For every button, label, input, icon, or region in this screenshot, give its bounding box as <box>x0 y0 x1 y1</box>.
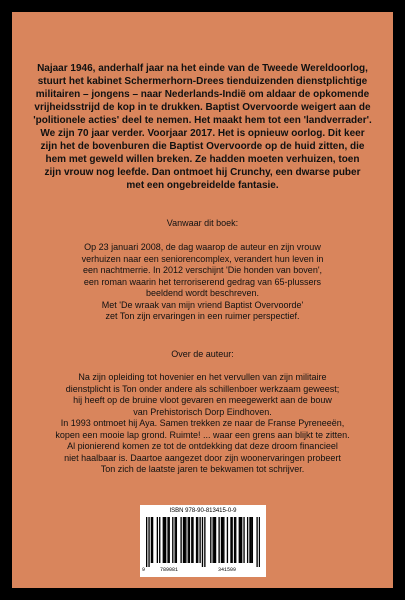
barcode-bar <box>191 517 192 563</box>
barcode-bar <box>167 517 168 563</box>
blurb-text <box>30 62 375 192</box>
barcode-bar <box>157 517 158 563</box>
barcode-bar <box>210 517 211 563</box>
barcode-bar <box>199 517 200 563</box>
blurb-line: militairen – jongens – naar Nederlands-Indië om aldaar de opkomende <box>35 89 370 100</box>
book-back-cover <box>12 12 393 588</box>
barcode-bar <box>152 517 153 563</box>
barcode-bar <box>234 517 235 563</box>
about-author-line: hij heeft op de bruine vloot gevaren en meegewerkt aan de bouw <box>73 395 332 405</box>
barcode-bar <box>240 517 241 563</box>
barcode-bar <box>183 517 184 563</box>
about-author-line: kopen een mooie lap grond. Ruimte! ... waar een grens aan blijkt te zitten. <box>55 429 350 440</box>
barcode-digit-first: 9 <box>142 567 146 573</box>
barcode-bars <box>146 517 260 567</box>
barcode-bar <box>192 517 193 563</box>
barcode-bar <box>221 517 222 563</box>
barcode-bar <box>232 517 233 563</box>
barcode-bar <box>235 517 236 563</box>
blurb-line: We zijn 70 jaar verder. Voorjaar 2017. Het is opnieuw oorlog. Dit keer <box>40 128 365 139</box>
barcode-bar <box>239 517 240 563</box>
barcode-bar <box>185 517 186 563</box>
barcode-bar <box>169 517 170 563</box>
about-author-line: In 1993 ontmoet hij Aya. Samen trekken ze naar de Franse Pyreneeën, <box>60 418 345 428</box>
about-book-line: beeldend wordt beschreven. <box>145 288 260 298</box>
barcode-bar <box>259 517 260 567</box>
about-book-line: zet Ton zijn ervaringen in een ruimer perspectief. <box>105 311 300 321</box>
blurb-line: stuurt het kabinet Schermerhorn-Drees tienduizenden dienstplichtige <box>37 76 368 87</box>
barcode-bar <box>214 517 215 563</box>
blurb-line: hem met geweld willen breken. Ze hadden moeten verhuizen, toen <box>45 154 360 165</box>
blurb-line: vrijheidsstrijd de kop in te drukken. Baptist Overvoorde weigert aan de <box>34 102 371 113</box>
blurb-line: 'politionele acties' deel te nemen. Het maakt hem tot een 'landverrader'. <box>33 115 372 126</box>
barcode-bar <box>204 517 205 567</box>
barcode-bar <box>223 517 224 563</box>
barcode-bar <box>249 517 250 563</box>
barcode-bar <box>222 517 223 563</box>
barcode-bar <box>165 517 166 563</box>
barcode-bar <box>175 517 176 563</box>
blurb-line: met een ongebreidelde fantasie. <box>126 180 279 191</box>
isbn-number: ISBN 978-90-813415-0-9 <box>169 508 237 514</box>
about-book-line: verhuizen naar een seniorencomplex, verandert hun leven in <box>81 253 324 264</box>
barcode-bar <box>189 517 190 563</box>
barcode-bar <box>163 517 164 563</box>
barcode-bar <box>180 517 181 563</box>
barcode-bar <box>164 517 165 563</box>
about-book-line: een nachtmerrie. In 2012 verschijnt 'Die honden van boven', <box>82 265 323 275</box>
barcode-bar <box>247 517 248 563</box>
barcode-bar <box>159 517 160 563</box>
barcode-bar <box>151 517 152 563</box>
barcode-digit-group-right: 341509 <box>218 567 237 573</box>
barcode-bar <box>213 517 214 563</box>
about-book-line: Op 23 januari 2008, de dag waarop de auteur en zijn vrouw <box>84 242 321 252</box>
about-book-line: een roman waarin het terroriserend gedrag van 65-plussers <box>83 276 322 287</box>
about-author-line: dienstplicht is Ton onder andere als schillenboer werkzaam geweest; <box>65 383 340 394</box>
barcode-bar <box>251 517 252 563</box>
barcode-bar <box>256 517 257 567</box>
barcode-digit-group-left: 789081 <box>160 567 179 573</box>
about-author-line: niet haalbaar is. Daartoe aangezet door zijn woonervaringen probeert <box>64 452 341 463</box>
about-author-title: Over de auteur: <box>171 349 234 359</box>
barcode-bar <box>230 517 231 563</box>
barcode-bar <box>172 517 173 563</box>
barcode-bar <box>215 517 216 563</box>
barcode-bar <box>227 517 228 563</box>
barcode-bar <box>197 517 198 563</box>
isbn-barcode <box>140 505 266 577</box>
blurb-line: Najaar 1946, anderhalf jaar na het einde van de Tweede Wereldoorlog, <box>37 63 368 74</box>
barcode-bar <box>148 517 149 567</box>
barcode-bar <box>184 517 185 563</box>
about-author-line: Al pionierend komen ze tot de ontdekking dat deze droom financieel <box>67 441 338 451</box>
barcode-bar <box>243 517 244 563</box>
barcode-bar <box>176 517 177 563</box>
barcode-bar <box>241 517 242 563</box>
about-book-text <box>34 242 371 323</box>
about-author-line: Ton zich de laatste jaren te bekwamen tot schrijver. <box>100 464 305 474</box>
about-book-line: Met 'De wraak van mijn vriend Baptist Overvoorde' <box>101 299 304 310</box>
about-book-title: Vanwaar dit boek: <box>166 218 239 228</box>
barcode-bar <box>252 517 253 563</box>
about-author-line: van Prehistorisch Dorp Eindhoven. <box>133 406 272 417</box>
barcode-bar <box>202 517 203 567</box>
barcode-bar <box>188 517 189 563</box>
barcode-bar <box>146 517 147 567</box>
about-author-text <box>34 372 371 476</box>
blurb-line: zijn vrouw nog leefde. Dan ontmoet hij Crunchy, een dwarse puber <box>44 167 361 178</box>
about-author-line: Na zijn opleiding tot hovenier en het vervullen van zijn militaire <box>78 372 327 382</box>
barcode-bar <box>196 517 197 563</box>
barcode-bar <box>218 517 219 563</box>
blurb-line: zijn het de bovenburen die Baptist Overvoorde op de huid zitten, die <box>40 141 365 152</box>
